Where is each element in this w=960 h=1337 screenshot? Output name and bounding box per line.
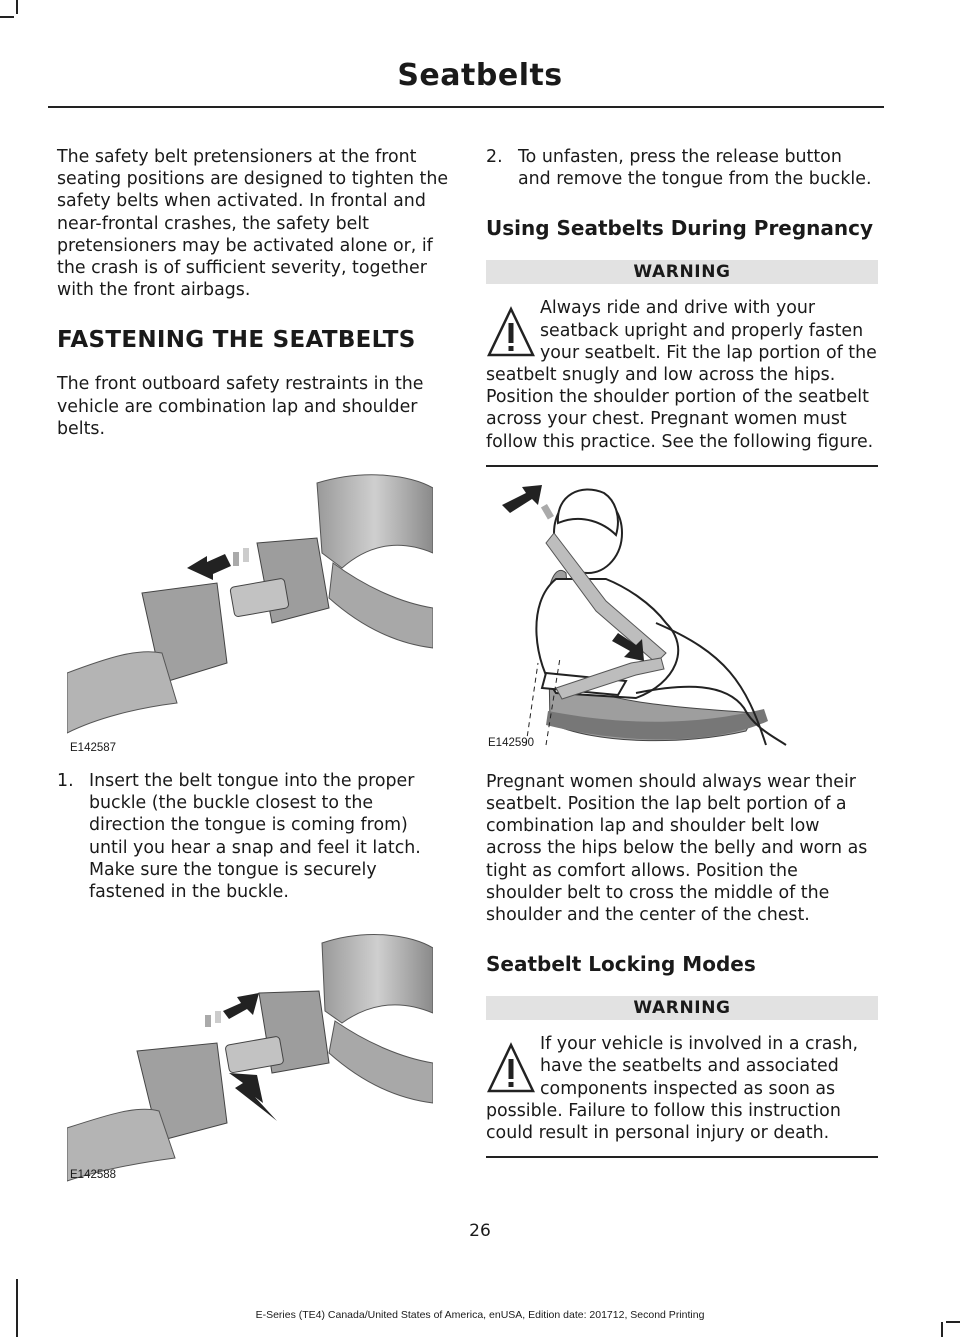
step-number: 2. [486,147,503,167]
figure-code: E142587 [70,742,117,755]
warning-box [486,1033,878,1144]
pretensioner-paragraph: The safety belt pretensioners at the front seating positions are designed to tighten the safety belts when activated. In frontal and near-frontal crashes, the safety belt pretensioners may be activated alone or, if the crash is of sufficient severity, together with the front airbags. [57,147,449,301]
figure-code: E142590 [488,736,535,749]
left-column [57,146,449,1185]
warning-text: Always ride and drive with your seatback upright and properly fasten your seatbelt. Fit the lap portion of the seatbelt snugly and low across the hips. Position the shoulder portion of the seatbelt across your chest. Pregnant women must follow this practice. See the following figure. [486,298,877,452]
buckle-illustration [67,458,433,758]
warning-box [486,297,878,452]
buckle-latch-illustration [67,923,433,1185]
step-number: 1. [57,771,74,792]
header-rule [48,106,884,108]
crop-mark [16,1279,18,1337]
figure-buckle-insert [67,458,433,758]
crop-mark [0,16,14,18]
warning-label: WARNING [486,260,878,284]
step-text: Insert the belt tongue into the proper buckle (the buckle closest to the direction the tongue is coming from) until you hear a snap and feel it latch. Make sure the tongue is securely fastened in the buckle. [89,771,421,903]
figure-pregnant-seatbelt [486,483,878,751]
crop-mark [946,1321,960,1323]
crop-mark [941,1322,943,1337]
figure-buckle-latch [67,923,433,1185]
unfasten-steps [486,146,878,190]
step-item [57,770,449,903]
right-column [486,146,878,1158]
page-title: Seatbelts [397,58,563,93]
edition-note: E-Series (TE4) Canada/United States of America, enUSA, Edition date: 201712, Second Printing [255,1309,705,1321]
section-heading-fastening: FASTENING THE SEATBELTS [57,327,416,354]
warning-rule [486,465,878,467]
step-text: To unfasten, press the release button and remove the tongue from the buckle. [518,147,872,190]
step-item [486,146,878,190]
section-heading-pregnancy: Using Seatbelts During Pregnancy [486,216,874,241]
pregnant-seatbelt-illustration [486,483,878,751]
figure-code: E142588 [70,1169,117,1182]
pregnancy-paragraph: Pregnant women should always wear their seatbelt. Position the lap belt portion of a combination lap and shoulder belt low across the hips below the belly and worn as tight as comfort allows. Position the shoulder belt to cross the middle of the shoulder and the center of the chest. [486,771,868,926]
fastening-intro-paragraph: The front outboard safety restraints in the vehicle are combination lap and shoulder belts. [57,374,424,439]
warning-rule [486,1156,878,1158]
page-number: 26 [469,1221,491,1241]
warning-triangle-icon [486,305,536,361]
warning-label: WARNING [486,996,878,1020]
warning-triangle-icon [486,1041,536,1097]
fastening-steps [57,770,449,903]
warning-text: If your vehicle is involved in a crash, have the seatbelts and associated components inspected as soon as possible. Failure to follow this instruction could result in personal injury or death. [486,1034,859,1144]
section-heading-locking: Seatbelt Locking Modes [486,952,756,977]
crop-mark [16,0,18,14]
